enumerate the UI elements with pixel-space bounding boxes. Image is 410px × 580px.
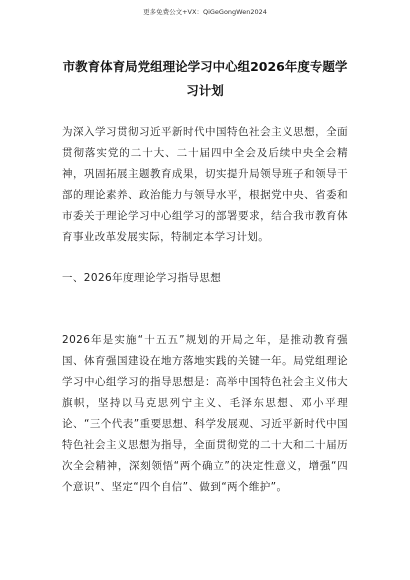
header-note: 更多免费公文+VX：QiGeGongWen2024	[143, 8, 267, 16]
document-title: 市教育体育局党组理论学习中心组2026年度专题学习计划	[62, 59, 348, 98]
section-heading: 一、2026年度理论学习指导思想	[62, 272, 222, 284]
section-body-paragraph: 2026年是实施“十五五”规划的开局之年，是推动教育强国、体育强国建设在地方落地实践的关键一年。局党组理论学习中心组学习的指导思想是：高举中国特色社会主义伟大旗帜，坚持以马克思列宁主义、毛泽东思想、邓小平理论、“三个代表”重要思想、科学发展观、习近平新时代中国特色社会主义思想为指导，全面贯彻党的二十大和二十届历次全会精神，深刻领悟“两个确立”的决定性意义，增强“四个意识”、坚定“四个自信”、做到“两个维护”。	[62, 334, 348, 493]
intro-paragraph: 为深入学习贯彻习近平新时代中国特色社会主义思想，全面贯彻落实党的二十大、二十届四中全会及后续中央全会精神，巩固拓展主题教育成果，切实提升局领导班子和领导干部的理论素养、政治能力与领导水平，根据党中央、省委和市委关于理论学习中心组学习的部署要求，结合我市教育体育事业改革发展实际，特制定本学习计划。	[62, 126, 348, 243]
